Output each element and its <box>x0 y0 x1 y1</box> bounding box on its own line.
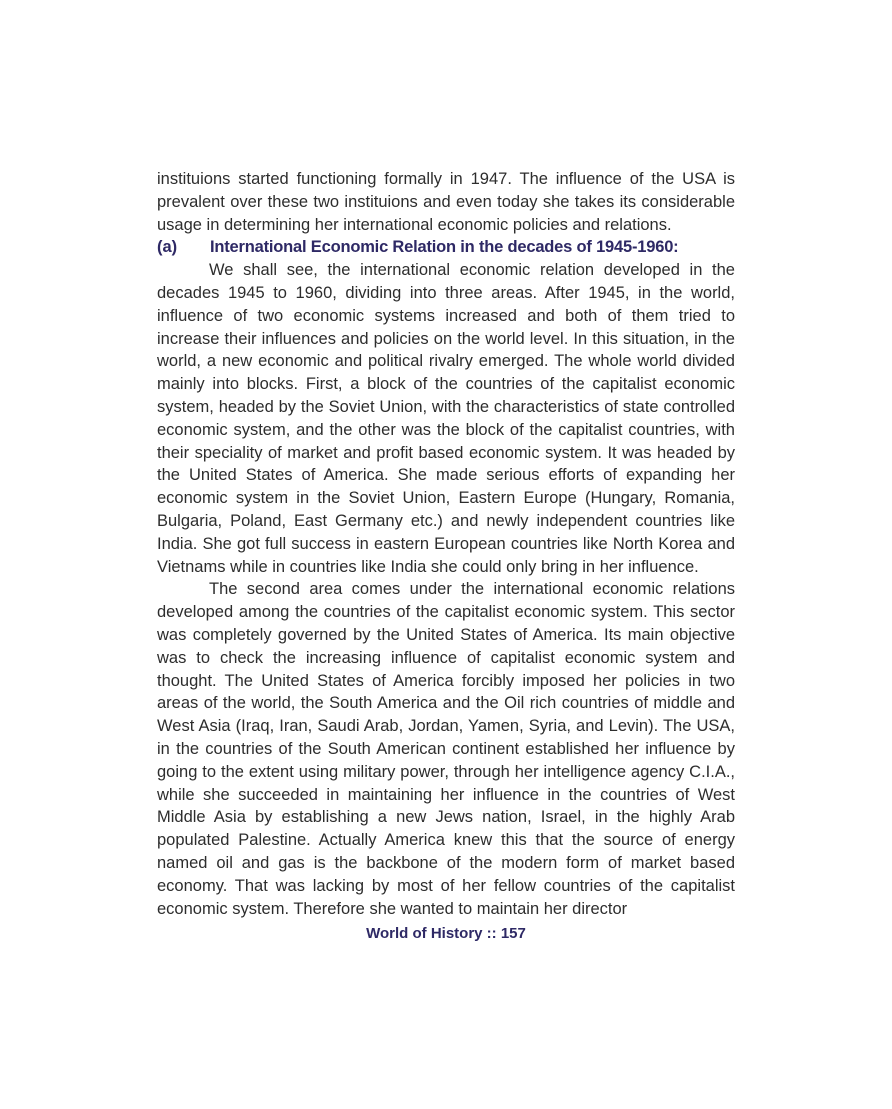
paragraph-continuation: instituions started functioning formally in 1947. The influence of the USA is prevalent over these two instituions and even today she takes its considerable usage in determining her international economic policies and relations. <box>157 170 735 234</box>
section-heading-marker: (a) <box>157 238 178 257</box>
section-heading-text: International Economic Relation in the decades of 1945-1960: <box>210 238 679 257</box>
section-heading <box>157 236 735 259</box>
footer-book-title-page-number: World of History :: 157 <box>366 925 526 943</box>
paragraph-first-area: We shall see, the international economic relation developed in the decades 1945 to 1960, dividing into three areas. After 1945, in the world, influence of two economic systems increased and both of them tried to increase their influences and policies on the world level. In this situation, in the world, a new economic and political rivalry emerged. The whole world divided mainly into blocks. First, a block of the countries of the capitalist economic system, headed by the Soviet Union, with the characteristics of state controlled economic system, and the other was the block of the capitalist countries, with their speciality of market and profit based economic system. It was headed by the United States of America. She made serious efforts of expanding her economic system in the Soviet Union, Eastern Europe (Hungary, Romania, Bulgaria, Poland, East Germany etc.) and newly independent countries like India. She got full success in eastern European countries like North Korea and Vietnams while in countries like India she could only bring in her influence. <box>157 261 735 576</box>
page-text-column <box>157 168 735 944</box>
paragraph-second-area: The second area comes under the international economic relations developed among the countries of the capitalist economic system. This sector was completely governed by the United States of America. Its main objective was to check the increasing influence of capitalist economic system and thought. The United States of America forcibly imposed her policies in two areas of the world, the South America and the Oil rich countries of middle and West Asia (Iraq, Iran, Saudi Arab, Jordan, Yamen, Syria, and Levin). The USA, in the countries of the South American continent established her influence by going to the extent using military power, through her intelligence agency C.I.A., while she succeeded in maintaining her influence in the countries of West Middle Asia by establishing a new Jews nation, Israel, in the highly Arab populated Palestine. Actually America knew this that the source of energy named oil and gas is the backbone of the modern form of market based economy. That was lacking by most of her fellow countries of the capitalist economic system. Therefore she wanted to maintain her director <box>157 580 735 918</box>
page-footer <box>157 923 735 944</box>
